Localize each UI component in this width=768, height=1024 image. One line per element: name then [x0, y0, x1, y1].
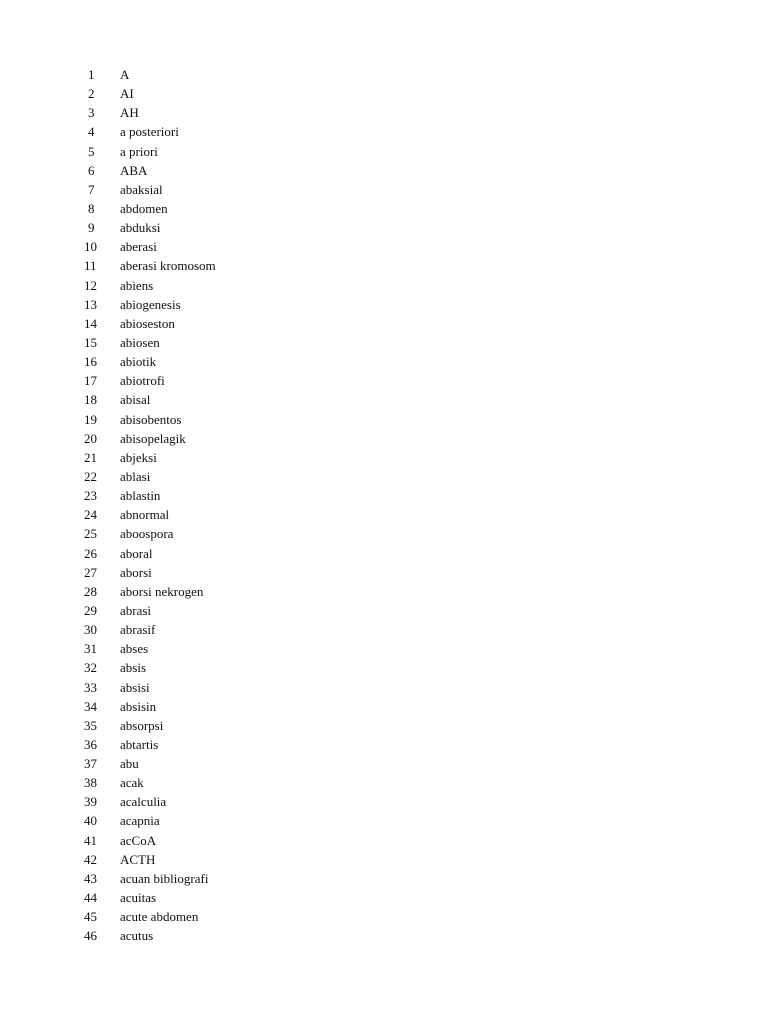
term-list — [76, 65, 216, 945]
entry-number: 31 — [84, 641, 97, 657]
list-item — [76, 563, 216, 582]
entry-number: 10 — [84, 239, 97, 255]
entry-number: 8 — [88, 200, 95, 216]
entry-number: 3 — [88, 105, 95, 121]
list-item — [76, 256, 216, 275]
entry-term: aberasi kromosom — [120, 258, 216, 274]
list-item — [76, 448, 216, 467]
list-item — [76, 295, 216, 314]
list-item — [76, 84, 216, 103]
entry-term: abu — [120, 756, 139, 772]
entry-term: abrasi — [120, 602, 152, 618]
list-item — [76, 524, 216, 543]
entry-number: 34 — [84, 698, 97, 714]
list-item — [76, 237, 216, 256]
entry-number: 7 — [88, 181, 95, 197]
entry-term: acutus — [120, 928, 154, 944]
entry-term: acute abdomen — [120, 909, 199, 925]
entry-number: 2 — [88, 86, 95, 102]
list-item — [76, 276, 216, 295]
list-item — [76, 65, 216, 84]
entry-number: 42 — [84, 851, 97, 867]
entry-number: 43 — [84, 870, 97, 886]
entry-number: 23 — [84, 488, 97, 504]
entry-term: a posteriori — [120, 124, 179, 140]
list-item — [76, 926, 216, 945]
entry-term: abdomen — [120, 200, 168, 216]
entry-number: 28 — [84, 583, 97, 599]
entry-term: abses — [120, 641, 149, 657]
entry-term: abnormal — [120, 507, 170, 523]
entry-term: acalculia — [120, 794, 167, 810]
entry-term: absorpsi — [120, 717, 164, 733]
list-item — [76, 582, 216, 601]
entry-term: acuan bibliografi — [120, 870, 209, 886]
entry-term: ABA — [120, 162, 148, 178]
entry-number: 22 — [84, 468, 97, 484]
entry-term: abiogenesis — [120, 296, 181, 312]
list-item — [76, 773, 216, 792]
list-item — [76, 180, 216, 199]
entry-number: 11 — [84, 258, 97, 274]
entry-term: absis — [120, 660, 146, 676]
entry-term: abisopelagik — [120, 430, 186, 446]
entry-number: 27 — [84, 564, 97, 580]
list-item — [76, 639, 216, 658]
list-item — [76, 314, 216, 333]
entry-term: abjeksi — [120, 449, 157, 465]
list-item — [76, 601, 216, 620]
list-item — [76, 410, 216, 429]
list-item — [76, 754, 216, 773]
entry-number: 21 — [84, 449, 97, 465]
entry-term: aboral — [120, 545, 153, 561]
entry-term: acapnia — [120, 813, 160, 829]
entry-number: 13 — [84, 296, 97, 312]
list-item — [76, 907, 216, 926]
entry-number: 30 — [84, 622, 97, 638]
list-item — [76, 218, 216, 237]
list-item — [76, 390, 216, 409]
entry-term: aboospora — [120, 526, 174, 542]
list-item — [76, 161, 216, 180]
list-item — [76, 888, 216, 907]
list-item — [76, 716, 216, 735]
list-item — [76, 486, 216, 505]
entry-term: abrasif — [120, 622, 156, 638]
entry-number: 16 — [84, 354, 97, 370]
list-item — [76, 467, 216, 486]
list-item — [76, 658, 216, 677]
list-item — [76, 103, 216, 122]
entry-number: 38 — [84, 775, 97, 791]
entry-term: aberasi — [120, 239, 157, 255]
entry-number: 5 — [88, 143, 95, 159]
entry-number: 37 — [84, 756, 97, 772]
entry-number: 25 — [84, 526, 97, 542]
entry-term: abtartis — [120, 736, 159, 752]
entry-term: a priori — [120, 143, 158, 159]
entry-number: 20 — [84, 430, 97, 446]
list-item — [76, 831, 216, 850]
entry-number: 41 — [84, 832, 97, 848]
entry-number: 24 — [84, 507, 97, 523]
entry-number: 9 — [88, 220, 95, 236]
entry-number: 1 — [88, 67, 95, 82]
entry-term: abiotrofi — [120, 373, 165, 389]
list-item — [76, 697, 216, 716]
entry-number: 12 — [84, 277, 97, 293]
list-item — [76, 620, 216, 639]
entry-term: abduksi — [120, 220, 161, 236]
entry-number: 45 — [84, 909, 97, 925]
entry-number: 14 — [84, 315, 97, 331]
entry-term: abaksial — [120, 181, 163, 197]
list-item — [76, 142, 216, 161]
entry-term: acak — [120, 775, 144, 791]
entry-term: acCoA — [120, 832, 157, 848]
entry-term: aborsi — [120, 564, 152, 580]
entry-term: aborsi nekrogen — [120, 583, 204, 599]
entry-number: 39 — [84, 794, 97, 810]
entry-term: AH — [120, 105, 139, 121]
entry-term: abiens — [120, 277, 154, 293]
entry-term: acuitas — [120, 890, 157, 906]
entry-term: abiotik — [120, 354, 157, 370]
entry-number: 32 — [84, 660, 97, 676]
entry-number: 46 — [84, 928, 97, 944]
entry-term: abisobentos — [120, 411, 182, 427]
entry-term: ACTH — [120, 851, 156, 867]
list-item — [76, 792, 216, 811]
entry-number: 35 — [84, 717, 97, 733]
entry-term: AI — [120, 86, 134, 102]
list-item — [76, 371, 216, 390]
entry-term: ablastin — [120, 488, 161, 504]
entry-number: 44 — [84, 890, 97, 906]
entry-number: 36 — [84, 736, 97, 752]
entry-number: 26 — [84, 545, 97, 561]
entry-number: 15 — [84, 334, 97, 350]
list-item — [76, 429, 216, 448]
list-item — [76, 122, 216, 141]
entry-number: 29 — [84, 602, 97, 618]
list-item — [76, 678, 216, 697]
list-item — [76, 505, 216, 524]
entry-term: abiosen — [120, 334, 160, 350]
entry-number: 33 — [84, 679, 97, 695]
entry-term: absisi — [120, 679, 150, 695]
list-item — [76, 333, 216, 352]
entry-term: abioseston — [120, 315, 175, 331]
list-item — [76, 850, 216, 869]
entry-number: 6 — [88, 162, 95, 178]
list-item — [76, 352, 216, 371]
entry-term: abisal — [120, 392, 151, 408]
entry-term: absisin — [120, 698, 157, 714]
list-item — [76, 811, 216, 830]
list-item — [76, 735, 216, 754]
entry-number: 40 — [84, 813, 97, 829]
entry-number: 18 — [84, 392, 97, 408]
entry-number: 4 — [88, 124, 95, 140]
entry-number: 17 — [84, 373, 97, 389]
entry-term: ablasi — [120, 468, 151, 484]
list-item — [76, 869, 216, 888]
list-item — [76, 199, 216, 218]
entry-term: A — [120, 67, 130, 82]
list-item — [76, 544, 216, 563]
entry-number: 19 — [84, 411, 97, 427]
